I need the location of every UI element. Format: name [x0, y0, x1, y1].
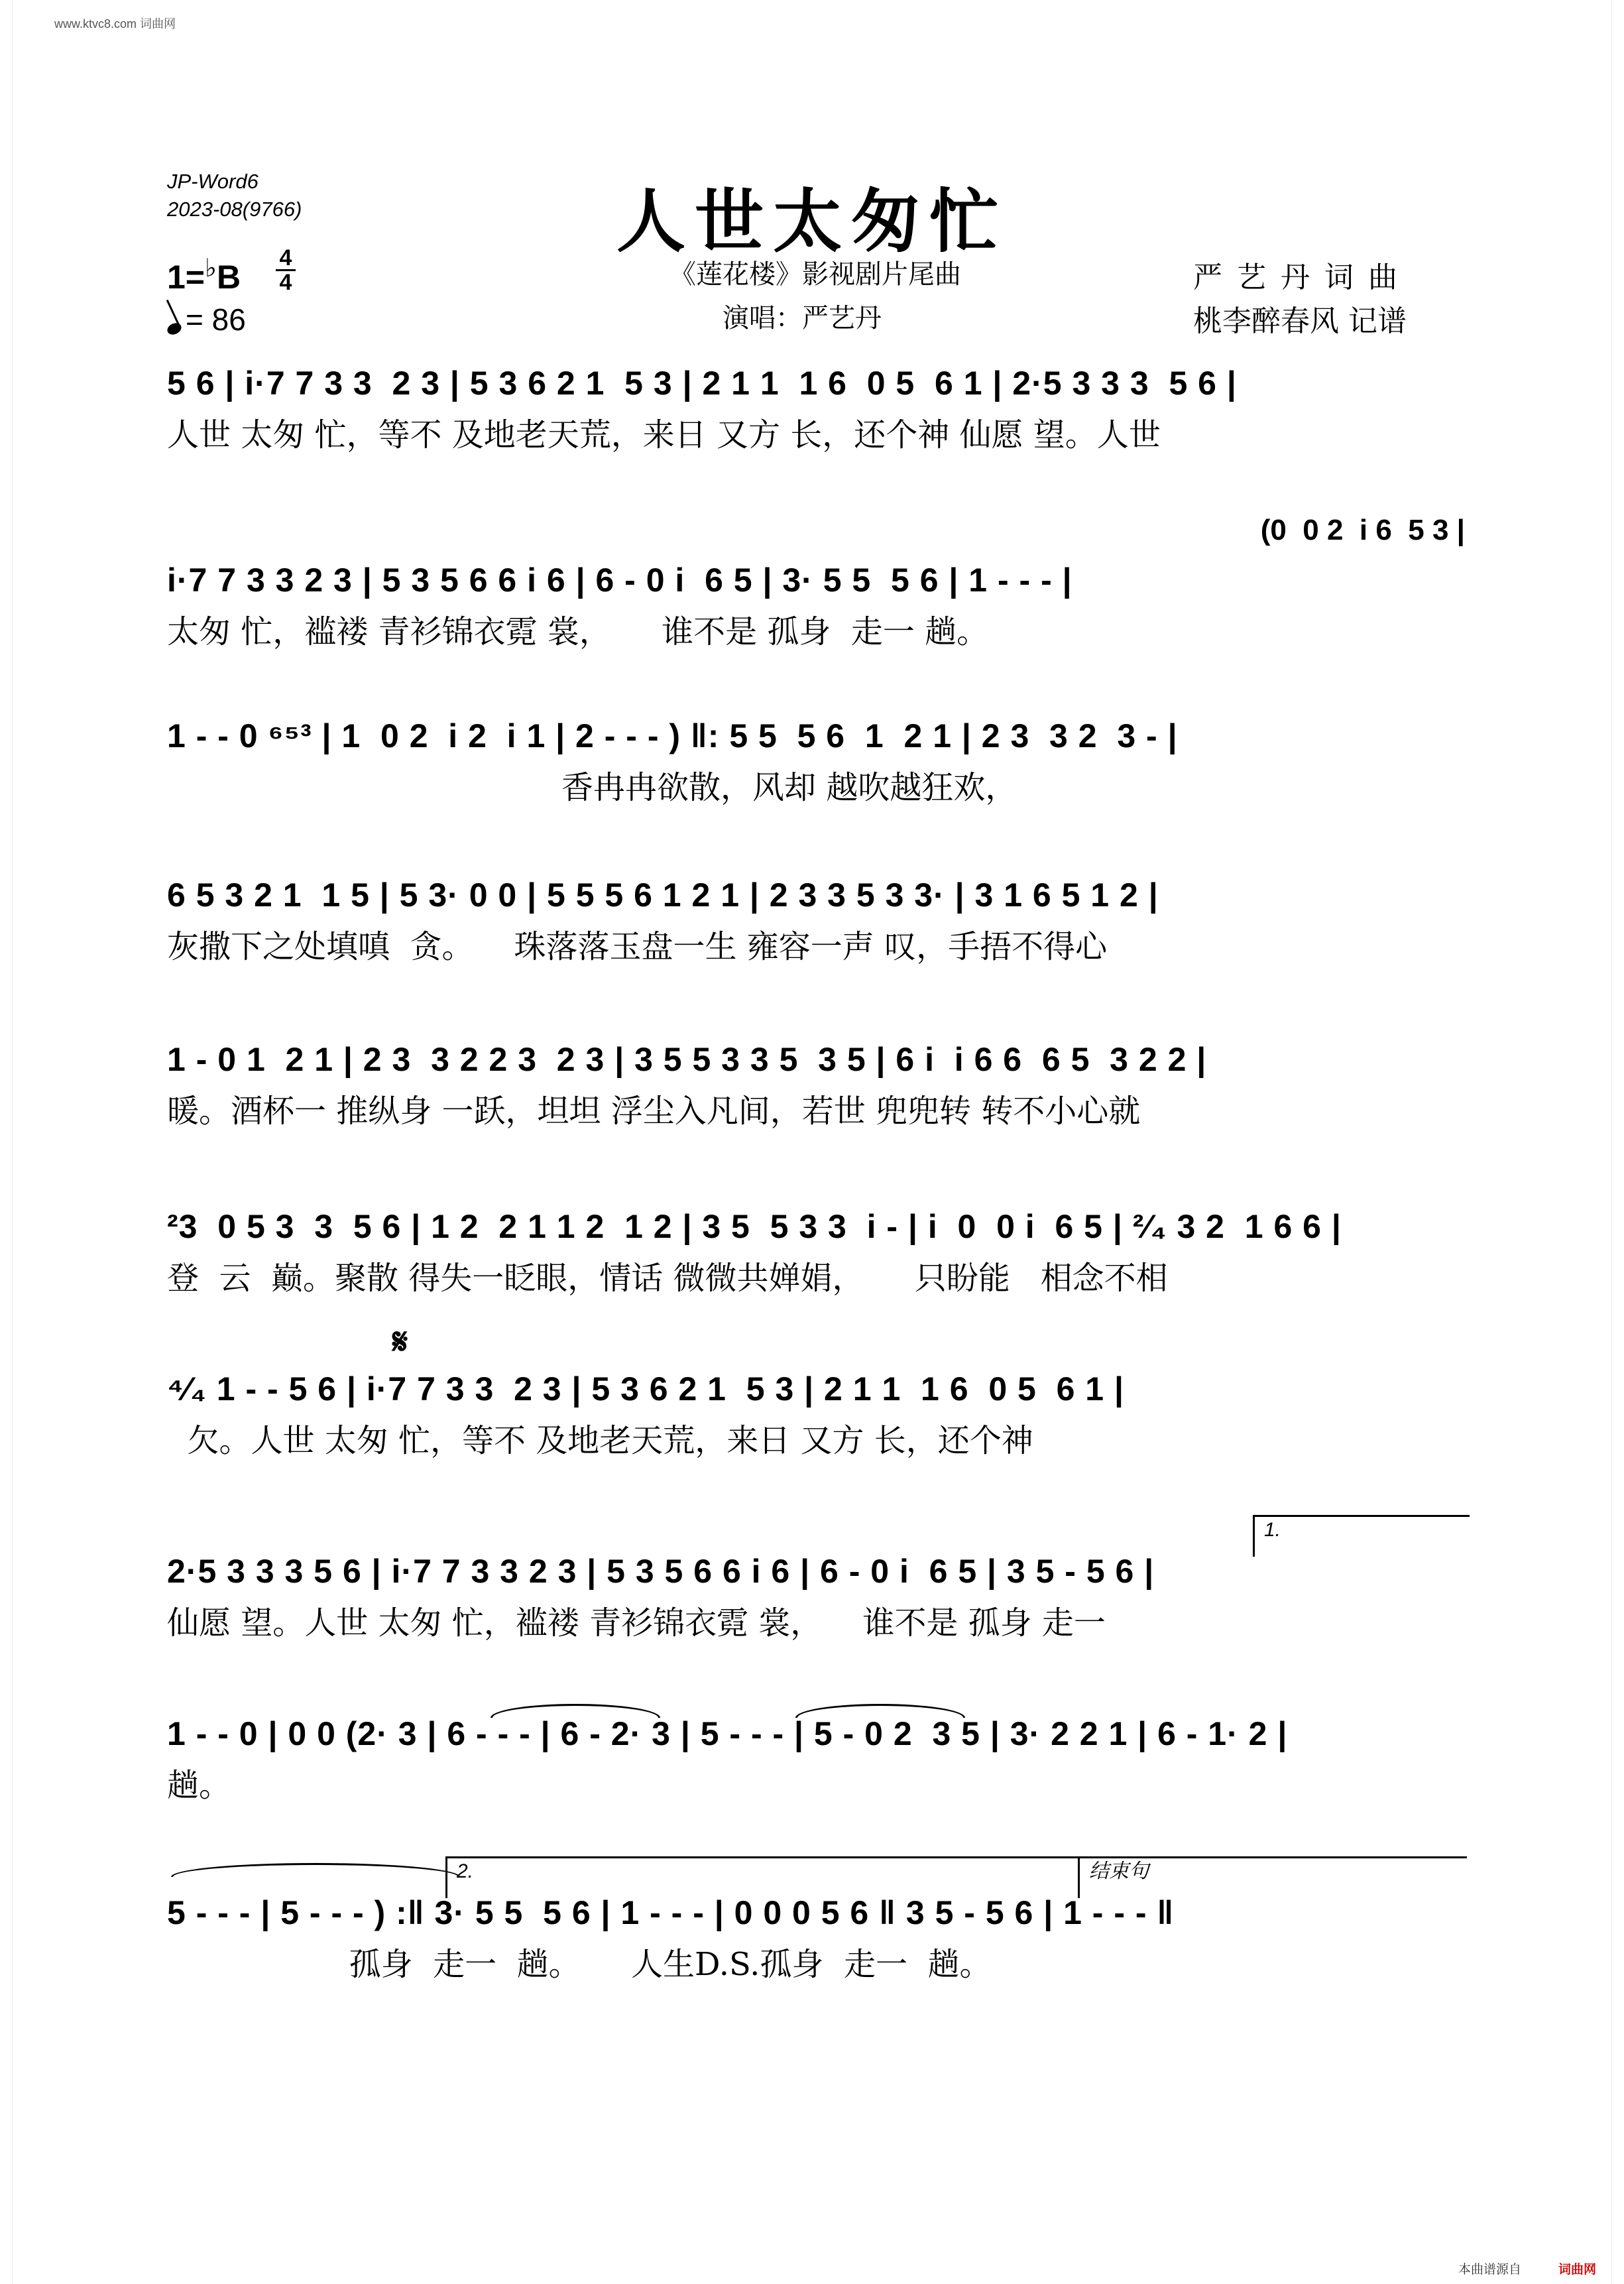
composer-credit: 严艺丹词曲: [1193, 261, 1412, 294]
footer-source-text: 本曲谱源自: [1458, 2262, 1521, 2277]
flat-symbol: ♭: [205, 255, 217, 282]
lyric-line: 孤身 走一 趟。 人生D.S.孤身 走一 趟。: [167, 1946, 992, 1983]
score-system-5: [167, 1040, 1463, 1131]
notation-line: 2·5 3 3 3 5 6 | i·7 7 3 3 2 3 | 5 3 5 6 6 i 6 | 6 - 0 i 6 5 | 3 5 - 5 6 |: [167, 1553, 1155, 1590]
time-signature: [276, 247, 296, 294]
time-denominator: 4: [279, 270, 292, 295]
score-system-2: [167, 560, 1463, 652]
tie-arc: [491, 1704, 660, 1718]
score-system-8: [167, 1551, 1463, 1643]
quarter-note-icon: [166, 321, 184, 337]
notation-date: 2023-08(9766): [167, 198, 302, 221]
key-signature: [167, 253, 241, 296]
score-system-9: [167, 1714, 1463, 1805]
notation-line: ⁴⁄₄ 1 - - 5 6 | i·7 7 3 3 2 3 | 5 3 6 2 1 5 3 | 2 1 1 1 6 0 5 6 1 |: [167, 1370, 1124, 1408]
lyric-line: 太匆 忙，褴褛 青衫锦衣霓 裳， 谁不是 孤身 走一 趟。: [167, 613, 989, 650]
footer-site-logo: 词曲网: [1558, 2262, 1596, 2277]
tempo-marking: [167, 302, 246, 337]
tie-arc: [795, 1704, 965, 1718]
score-system-4: [167, 875, 1463, 967]
second-ending-bracket: [445, 1856, 1080, 1898]
right-edge-strip: [1611, 0, 1624, 2284]
notation-line: ²3 0 5 3 3 5 6 | 1 2 2 1 1 2 1 2 | 3 5 5 3 3 i - | i 0 0 i 6 5 | ²⁄₄ 3 2 1 6 6 |: [167, 1208, 1342, 1245]
tie-arc: [171, 1863, 460, 1877]
singer-credit: 演唱：严艺丹: [723, 303, 882, 333]
lyric-line: 登 云 巅。聚散 得失一眨眼，情话 微微共婵娟， 只盼能 相念不相: [167, 1260, 1168, 1297]
first-ending-label: 1.: [1264, 1519, 1281, 1541]
score-system-6: [167, 1207, 1463, 1298]
notation-line: 6 5 3 2 1 1 5 | 5 3· 0 0 | 5 5 5 6 1 2 1 | 2 3 3 5 3 3· | 3 1 6 5 1 2 |: [167, 876, 1159, 914]
site-watermark: www.ktvc8.com 词曲网: [54, 17, 176, 30]
song-title: 人世太匆忙: [616, 181, 1008, 262]
segno-icon: 𝄋: [392, 1321, 408, 1362]
notation-line: 5 6 | i·7 7 3 3 2 3 | 5 3 6 2 1 5 3 | 2 1 1 1 6 0 5 6 1 | 2·5 3 3 3 5 6 |: [167, 365, 1237, 402]
lyric-line: 欠。人世 太匆 忙，等不 及地老天荒，来日 又方 长，还个神: [167, 1422, 1033, 1459]
lyric-line: 仙愿 望。人世 太匆 忙，褴褛 青衫锦衣霓 裳， 谁不是 孤身 走一: [167, 1604, 1106, 1642]
lyric-line: 人世 太匆 忙，等不 及地老天荒，来日 又方 长，还个神 仙愿 望。人世: [167, 416, 1161, 453]
tempo-value: = 86: [186, 302, 246, 337]
software-name: JP-Word6: [167, 170, 259, 193]
score-system-3: [167, 716, 1463, 808]
coda-bracket: [1078, 1856, 1467, 1898]
left-edge-strip: [0, 0, 13, 2284]
transcriber-credit: 桃李醉春风 记谱: [1193, 304, 1407, 338]
notation-line: 1 - - 0 | 0 0 (2· 3 | 6 - - - | 6 - 2· 3 | 5 - - - | 5 - 0 2 3 5 | 3· 2 2 1 | 6 - 1· 2 |: [167, 1715, 1288, 1752]
score-system-7: [167, 1369, 1463, 1461]
lyric-line: 香冉冉欲散，风却 越吹越狂欢，: [167, 769, 1017, 806]
coda-label: 结束句: [1089, 1860, 1149, 1882]
notation-line: 1 - 0 1 2 1 | 2 3 3 2 2 3 2 3 | 3 5 5 3 3 5 3 5 | 6 i i 6 6 6 5 3 2 2 |: [167, 1041, 1207, 1078]
score-system-10: [167, 1893, 1463, 1984]
notation-line: 1 - - 0 ⁶⁵³ | 1 0 2 i 2 i 1 | 2 - - - ) ‖: 5 5 5 6 1 2 1 | 2 3 3 2 3 - |: [167, 717, 1178, 754]
key-letter: B: [216, 259, 241, 296]
notation-line: i·7 7 3 3 2 3 | 5 3 5 6 6 i 6 | 6 - 0 i 6 5 | 3· 5 5 5 6 | 1 - - - |: [167, 562, 1073, 599]
song-subtitle: 《莲花楼》影视剧片尾曲: [669, 259, 961, 290]
lyric-line: 灰撒下之处填嗔 贪。 珠落落玉盘一生 雍容一声 叹，手捂不得心: [167, 928, 1108, 965]
second-ending-label: 2.: [457, 1860, 474, 1882]
notation-line: 5 - - - | 5 - - - ) :‖ 3· 5 5 5 6 | 1 - - - | 0 0 0 5 6 ‖ 3 5 - 5 6 | 1 - - - ‖: [167, 1894, 1175, 1931]
key-text: 1=: [167, 259, 205, 296]
time-numerator: 4: [279, 245, 292, 270]
lyric-line: 趟。: [167, 1767, 231, 1804]
score-system-1: [167, 363, 1463, 455]
interlude-prefix: (0 0 2 i 6 5 3 |: [1260, 514, 1465, 546]
lyric-line: 暖。酒杯一 推纵身 一跃，坦坦 浮尘入凡间，若世 兜兜转 转不小心就: [167, 1093, 1141, 1130]
first-ending-bracket: [1253, 1515, 1470, 1557]
